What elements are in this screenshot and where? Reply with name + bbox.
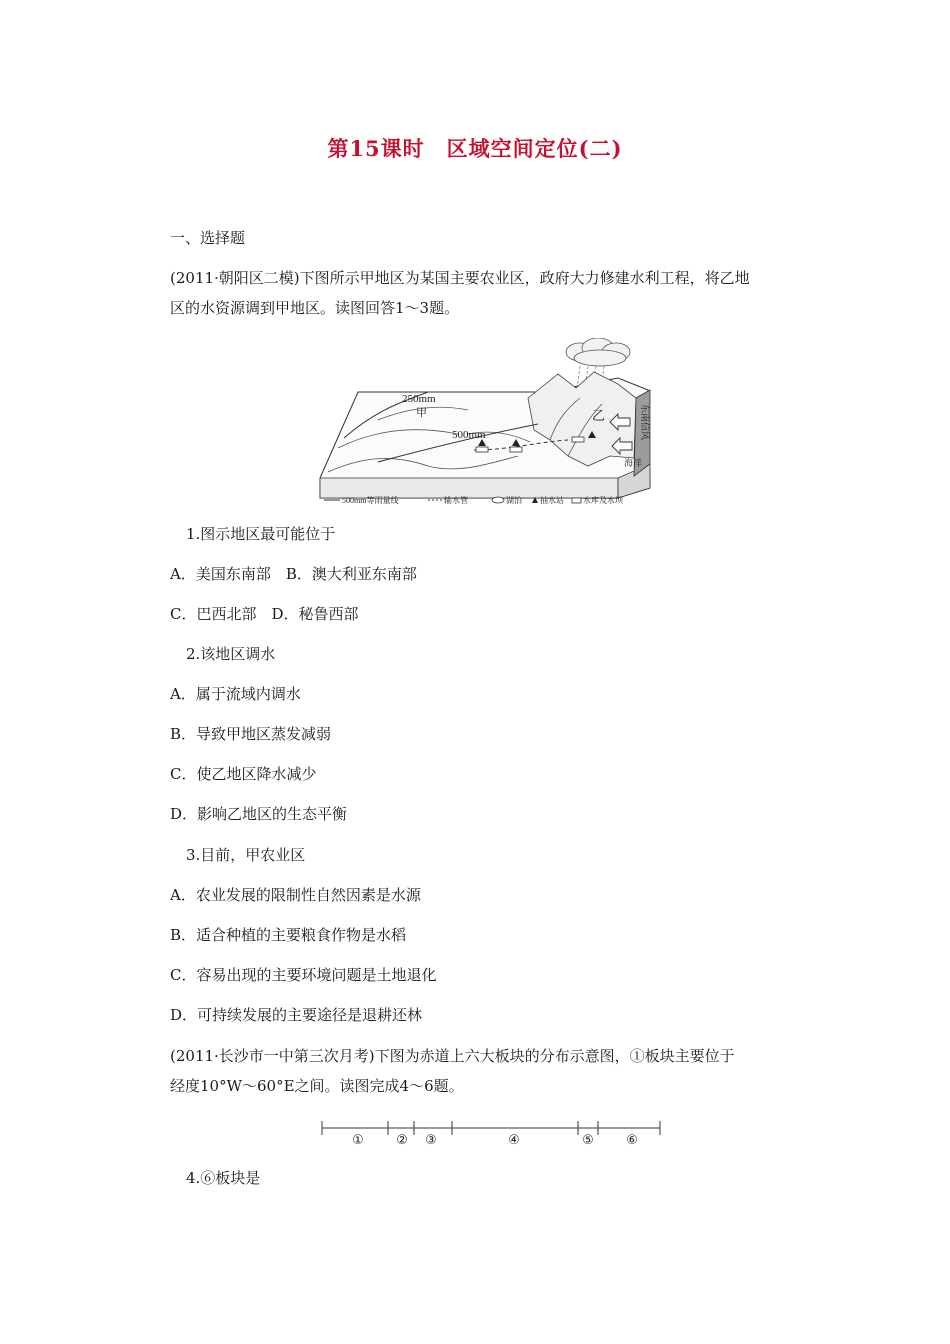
legend-isohyet: 500mm等雨量线 [342,496,399,505]
intro-2-line-2: 经度10°W～60°E之间。读图完成4～6题。 [170,1077,464,1095]
legend-dam: 水库及水坝 [583,496,623,505]
plate-label-6: ⑥ [626,1133,638,1148]
question-2-option-a: A．属于流域内调水 [170,685,301,703]
page-title: 第15课时 区域空间定位(二) [327,136,623,161]
region-jia-label: 甲 [416,407,427,419]
cloud-icon [566,338,630,366]
question-2-option-d: D．影响乙地区的生态平衡 [170,805,348,823]
question-3-option-a: A．农业发展的限制性自然因素是水源 [170,886,421,904]
isohyet-250-label: 250mm [402,393,436,405]
wind-label: 东南信风 [640,404,650,441]
question-2-option-c: C．使乙地区降水减少 [170,765,317,783]
section-heading: 一、选择题 [170,229,246,247]
intro-2-line-1: (2011·长沙市一中第三次月考)下图为赤道上六大板块的分布示意图，①板块主要位于 [170,1047,735,1065]
question-2-stem: 2.该地区调水 [186,645,276,663]
legend-pipe: 输水管 [444,496,468,505]
question-1-options-line-1: A．美国东南部 B．澳大利亚东南部 [170,565,417,583]
intro-1-line-1: (2011·朝阳区二模)下图所示甲地区为某国主要农业区，政府大力修建水利工程，将乙地 [170,269,750,287]
intro-1-line-2: 区的水资源调到甲地区。读图回答1～3题。 [170,299,460,317]
dam-icon [510,447,522,452]
question-1-options-line-2: C．巴西北部 D．秘鲁西部 [170,605,359,623]
dam-icon [476,447,488,452]
plate-label-3: ③ [425,1133,437,1148]
lake-icon [492,497,504,503]
plate-label-2: ② [396,1133,408,1148]
plate-label-4: ④ [508,1133,520,1148]
plate-label-5: ⑤ [582,1133,594,1148]
dam-icon [572,498,581,503]
ocean-label: 海洋 [624,458,643,468]
region-yi-label: 乙 [592,408,606,423]
question-3-stem: 3.目前，甲农业区 [186,846,306,864]
plate-label-1: ① [352,1133,364,1148]
question-2-option-b: B．导致甲地区蒸发减弱 [170,725,332,743]
block-diagram-figure [318,338,660,510]
question-3-option-c: C．容易出现的主要环境问题是土地退化 [170,966,437,984]
question-4-stem: 4.⑥板块是 [186,1169,261,1187]
dam-icon [572,437,584,442]
question-3-option-b: B．适合种植的主要粮食作物是水稻 [170,926,407,944]
isohyet-500-label: 500mm [452,429,486,441]
legend-lake: 湖泊 [506,496,522,505]
question-1-stem: 1.图示地区最可能位于 [186,525,336,543]
plates-diagram-figure [318,1118,664,1148]
question-3-option-d: D．可持续发展的主要途径是退耕还林 [170,1006,423,1024]
legend-pump: 抽水站 [540,496,564,505]
